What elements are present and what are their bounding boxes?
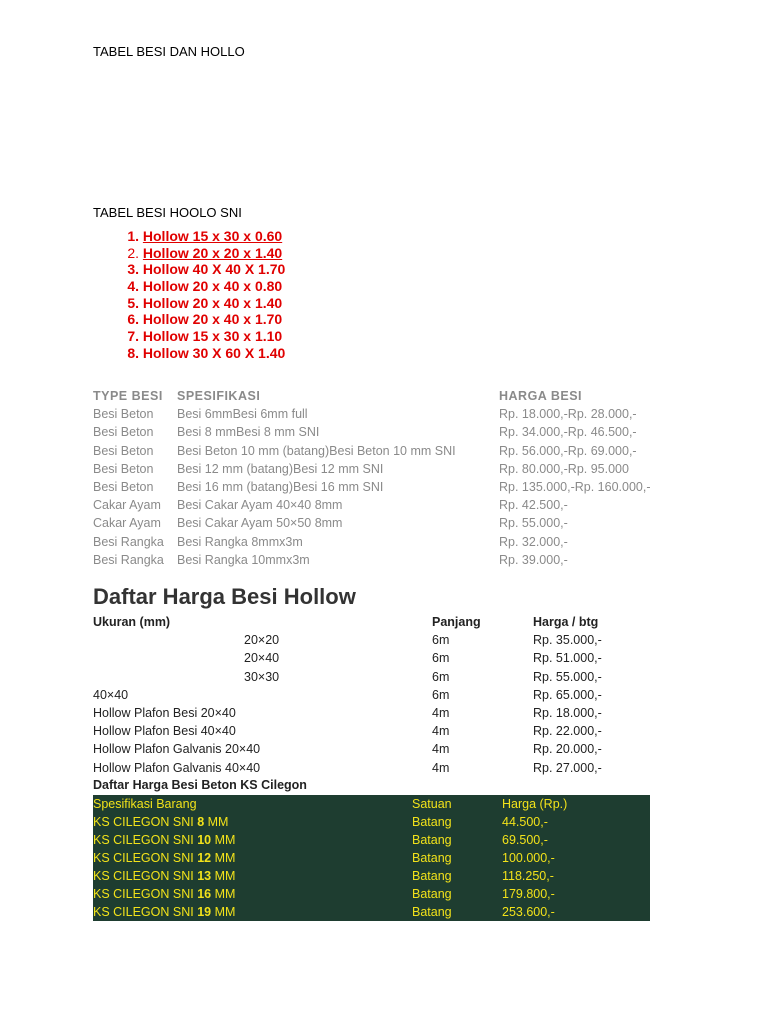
cell-size: Hollow Plafon Galvanis 20×40 xyxy=(93,742,261,757)
header-spec: Spesifikasi Barang xyxy=(93,797,197,811)
header-size: Ukuran (mm) xyxy=(93,615,171,629)
cell-unit: Batang xyxy=(412,833,452,847)
header-length: Panjang xyxy=(432,615,481,629)
document-title: TABEL BESI DAN HOLLO xyxy=(93,44,245,59)
cell-spec xyxy=(93,831,235,849)
cell-unit: Batang xyxy=(412,905,452,919)
table-row xyxy=(93,813,650,831)
cell-price: Rp. 34.000,-Rp. 46.500,- xyxy=(499,425,637,440)
list-number: 5. xyxy=(127,294,139,311)
cell-price: 44.500,- xyxy=(502,815,548,829)
header-unit: Satuan xyxy=(412,797,452,811)
list-link[interactable]: Hollow 15 x 30 x 0.60 xyxy=(142,228,283,244)
cell-price: Rp. 22.000,- xyxy=(533,724,602,739)
list-text: Hollow 20 x 40 x 1.40 xyxy=(142,294,283,311)
cell-price: Rp. 55.000,- xyxy=(499,516,568,531)
cell-spec: Besi Cakar Ayam 50×50 8mm xyxy=(177,516,343,531)
spec-suffix: MM xyxy=(204,815,229,829)
cell-price: Rp. 51.000,- xyxy=(533,651,602,666)
list-number: 2. xyxy=(127,244,139,261)
cell-length: 6m xyxy=(432,669,450,684)
cell-type: Cakar Ayam xyxy=(93,498,161,513)
hollow-sni-list xyxy=(114,228,285,362)
header-price: HARGA BESI xyxy=(499,389,583,403)
list-text: Hollow 20 x 40 x 0.80 xyxy=(142,278,283,295)
table-row xyxy=(93,759,653,777)
cell-size: Hollow Plafon Galvanis 40×40 xyxy=(93,760,261,775)
table-row xyxy=(93,867,650,885)
cell-spec xyxy=(93,849,235,867)
list-text: Hollow 20 x 40 x 1.70 xyxy=(142,311,283,328)
spec-suffix: MM xyxy=(211,887,236,901)
cell-type: Besi Beton xyxy=(93,407,154,422)
cell-spec: Besi Beton 10 mm (batang)Besi Beton 10 mm SNI xyxy=(177,443,456,458)
list-number: 8. xyxy=(127,344,139,361)
header-spec: SPESIFIKASI xyxy=(177,389,261,403)
list-number: 4. xyxy=(127,278,139,295)
spec-size: 12 xyxy=(197,851,212,865)
cell-price: Rp. 18.000,- xyxy=(533,705,602,720)
cell-size: Hollow Plafon Besi 40×40 xyxy=(93,724,236,739)
cell-type: Cakar Ayam xyxy=(93,516,161,531)
beton-price-table xyxy=(93,795,650,921)
table-row xyxy=(93,631,653,649)
cell-type: Besi Rangka xyxy=(93,552,164,567)
spec-suffix: MM xyxy=(211,833,236,847)
cell-price: Rp. 56.000,-Rp. 69.000,- xyxy=(499,443,637,458)
list-link[interactable]: Hollow 20 x 20 x 1.40 xyxy=(142,244,283,261)
hollow-price-heading: Daftar Harga Besi Hollow xyxy=(93,584,356,609)
spec-size: 13 xyxy=(197,869,212,883)
cell-length: 4m xyxy=(432,705,450,720)
cell-price: 179.800,- xyxy=(502,887,555,901)
cell-spec: Besi 12 mm (batang)Besi 12 mm SNI xyxy=(177,461,384,476)
cell-unit: Batang xyxy=(412,851,452,865)
spec-prefix: KS CILEGON SNI xyxy=(93,851,198,865)
table-row xyxy=(93,885,650,903)
table-header-row xyxy=(93,613,653,631)
cell-spec: Besi Rangka 8mmx3m xyxy=(177,534,303,549)
spec-size: 8 xyxy=(197,815,205,829)
cell-type: Besi Beton xyxy=(93,425,154,440)
list-text: Hollow 15 x 30 x 1.10 xyxy=(142,328,283,345)
table-row xyxy=(93,649,653,667)
header-type: TYPE BESI xyxy=(93,389,163,403)
cell-spec xyxy=(93,903,235,921)
table-row xyxy=(93,831,650,849)
table-header-row xyxy=(93,795,650,813)
cell-unit: Batang xyxy=(412,887,452,901)
table-row xyxy=(93,686,653,704)
cell-unit: Batang xyxy=(412,869,452,883)
table-row xyxy=(93,740,653,758)
cell-price: 100.000,- xyxy=(502,851,555,865)
cell-price: Rp. 55.000,- xyxy=(533,669,602,684)
spec-prefix: KS CILEGON SNI xyxy=(93,887,198,901)
cell-type: Besi Beton xyxy=(93,443,154,458)
cell-unit: Batang xyxy=(412,815,452,829)
hollow-price-table xyxy=(93,613,653,777)
list-number: 1. xyxy=(127,228,139,244)
spec-prefix: KS CILEGON SNI xyxy=(93,905,198,919)
cell-price: 253.600,- xyxy=(502,905,555,919)
cell-length: 4m xyxy=(432,724,450,739)
cell-spec xyxy=(93,885,235,903)
list-item xyxy=(114,228,285,245)
list-number: 7. xyxy=(127,328,139,345)
header-price: Harga / btg xyxy=(533,615,599,629)
cell-price: Rp. 65.000,- xyxy=(533,687,602,702)
table-row xyxy=(93,903,650,921)
cell-price: 118.250,- xyxy=(502,869,554,883)
cell-length: 4m xyxy=(432,760,450,775)
cell-price: Rp. 20.000,- xyxy=(533,742,602,757)
list-item xyxy=(114,345,285,362)
cell-size: 20×20 xyxy=(244,633,280,648)
cell-length: 4m xyxy=(432,742,450,757)
cell-spec xyxy=(93,867,235,885)
cell-size: 20×40 xyxy=(244,651,280,666)
table-row xyxy=(93,704,653,722)
table-row xyxy=(93,668,653,686)
spec-size: 19 xyxy=(197,905,212,919)
cell-spec: Besi 16 mm (batang)Besi 16 mm SNI xyxy=(177,479,384,494)
beton-price-heading: Daftar Harga Besi Beton KS Cilegon xyxy=(93,778,307,792)
cell-price: Rp. 18.000,-Rp. 28.000,- xyxy=(499,407,637,422)
list-item xyxy=(114,295,285,312)
spec-suffix: MM xyxy=(211,905,236,919)
cell-length: 6m xyxy=(432,633,450,648)
list-item xyxy=(114,261,285,278)
cell-price: Rp. 35.000,- xyxy=(533,633,602,648)
cell-size: Hollow Plafon Besi 20×40 xyxy=(93,705,236,720)
cell-price: Rp. 135.000,-Rp. 160.000,- xyxy=(499,479,651,494)
list-text: Hollow 40 X 40 X 1.70 xyxy=(142,261,286,278)
cell-price: Rp. 39.000,- xyxy=(499,552,568,567)
cell-price: 69.500,- xyxy=(502,833,548,847)
spec-size: 10 xyxy=(197,833,212,847)
cell-price: Rp. 32.000,- xyxy=(499,534,568,549)
list-text: Hollow 30 X 60 X 1.40 xyxy=(142,344,286,361)
list-item xyxy=(114,328,285,345)
list-item xyxy=(114,278,285,295)
section-title-hollow-sni: TABEL BESI HOOLO SNI xyxy=(93,205,242,220)
cell-spec: Besi 6mmBesi 6mm full xyxy=(177,407,308,422)
table-row xyxy=(93,722,653,740)
cell-spec xyxy=(93,813,228,831)
cell-price: Rp. 80.000,-Rp. 95.000 xyxy=(499,461,629,476)
cell-price: Rp. 27.000,- xyxy=(533,760,602,775)
cell-length: 6m xyxy=(432,687,450,702)
spec-prefix: KS CILEGON SNI xyxy=(93,869,198,883)
list-number: 3. xyxy=(127,261,139,278)
spec-suffix: MM xyxy=(211,869,236,883)
cell-type: Besi Rangka xyxy=(93,534,164,549)
cell-spec: Besi Rangka 10mmx3m xyxy=(177,552,310,567)
header-price: Harga (Rp.) xyxy=(502,797,568,811)
cell-price: Rp. 42.500,- xyxy=(499,498,568,513)
spec-size: 16 xyxy=(197,887,212,901)
cell-size: 40×40 xyxy=(93,687,129,702)
spec-prefix: KS CILEGON SNI xyxy=(93,815,198,829)
spec-suffix: MM xyxy=(211,851,236,865)
cell-type: Besi Beton xyxy=(93,461,154,476)
cell-spec: Besi 8 mmBesi 8 mm SNI xyxy=(177,425,320,440)
list-item xyxy=(114,245,285,262)
cell-length: 6m xyxy=(432,651,450,666)
list-item xyxy=(114,311,285,328)
cell-spec: Besi Cakar Ayam 40×40 8mm xyxy=(177,498,343,513)
cell-size: 30×30 xyxy=(244,669,280,684)
spec-prefix: KS CILEGON SNI xyxy=(93,833,198,847)
cell-type: Besi Beton xyxy=(93,479,154,494)
table-row xyxy=(93,849,650,867)
list-number: 6. xyxy=(127,311,139,328)
